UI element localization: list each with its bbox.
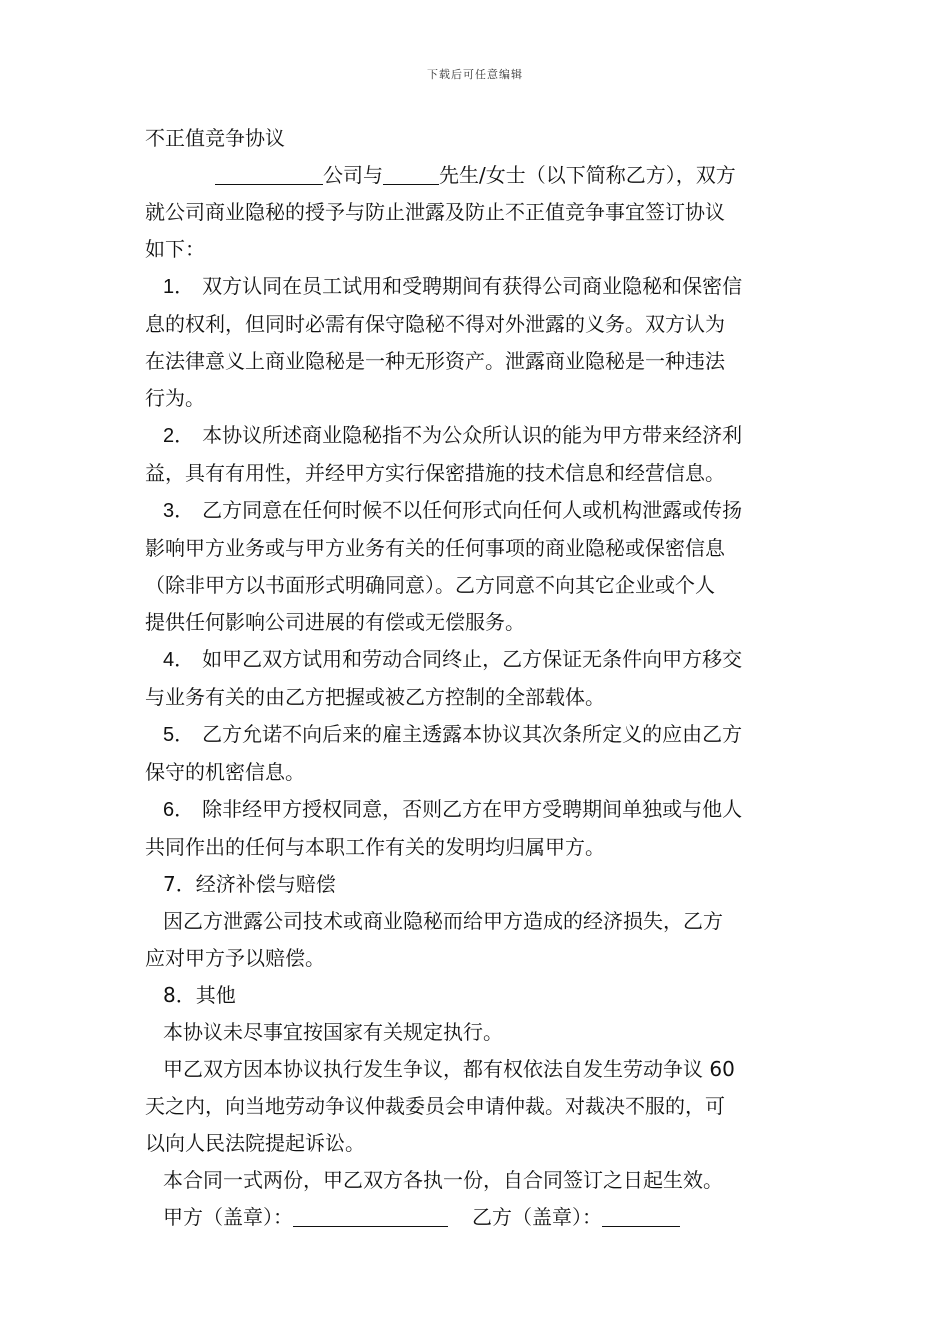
document-body bbox=[145, 120, 810, 1236]
clause-text: 乙方允诺不向后来的雇主透露本协议其次条所定义的应由乙方 bbox=[202, 722, 743, 746]
clause-text: （除非甲方以书面形式明确同意）。乙方同意不向其它企业或个人 bbox=[145, 573, 715, 597]
clause-first-line bbox=[145, 716, 810, 754]
clause-2 bbox=[145, 417, 810, 492]
clause-text: 除非经甲方授权同意，否则乙方在甲方受聘期间单独或与他人 bbox=[202, 797, 743, 821]
clause-first-line bbox=[145, 492, 810, 530]
section-text: 本合同一式两份，甲乙双方各执一份，自合同签订之日起生效。 bbox=[163, 1168, 723, 1192]
clause-first-line bbox=[145, 268, 810, 306]
clause-text: 本协议所述商业隐秘指不为公众所认识的能为甲方带来经济利 bbox=[202, 423, 743, 447]
party-a-seal-blank bbox=[293, 1202, 448, 1227]
section-text: 应对甲方予以赔偿。 bbox=[145, 946, 325, 970]
clause-text: 保守的机密信息。 bbox=[145, 760, 305, 784]
clause-text: 共同作出的任何与本职工作有关的发明均归属甲方。 bbox=[145, 835, 605, 859]
section-7 bbox=[145, 866, 810, 977]
clause-first-line bbox=[145, 641, 810, 679]
clause-4 bbox=[145, 641, 810, 716]
clause-text: 双方认同在员工试用和受聘期间有获得公司商业隐秘和保密信 bbox=[202, 274, 743, 298]
clause-first-line bbox=[145, 791, 810, 829]
party-b-label: 乙方（盖章）： bbox=[472, 1205, 602, 1229]
section-8 bbox=[145, 977, 810, 1199]
intro-line-3: 如下： bbox=[145, 237, 205, 261]
section-text: 天之内，向当地劳动争议仲裁委员会申请仲裁。对裁决不服的，可 bbox=[145, 1094, 725, 1118]
clause-text: 乙方同意在任何时候不以任何形式向任何人或机构泄露或传扬 bbox=[202, 498, 743, 522]
clause-number: 3． bbox=[163, 500, 195, 522]
intro-line-2: 就公司商业隐秘的授予与防止泄露及防止不正值竞争事宜签订协议 bbox=[145, 200, 725, 224]
clause-1 bbox=[145, 268, 810, 417]
clause-text: 行为。 bbox=[145, 386, 205, 410]
clause-5 bbox=[145, 716, 810, 791]
clause-text: 与业务有关的由乙方把握或被乙方控制的全部载体。 bbox=[145, 685, 605, 709]
clause-6 bbox=[145, 791, 810, 866]
clause-text: 息的权利，但同时必需有保守隐秘不得对外泄露的义务。双方认为 bbox=[145, 312, 725, 336]
section-text: 因乙方泄露公司技术或商业隐秘而给甲方造成的经济损失，乙方 bbox=[163, 909, 723, 933]
intro-text-party: 先生/女士（以下简称乙方），双方 bbox=[439, 163, 736, 187]
clause-3 bbox=[145, 492, 810, 641]
section-text: 本协议未尽事宜按国家有关规定执行。 bbox=[163, 1020, 503, 1044]
section-text: 甲乙双方因本协议执行发生争议，都有权依法自发生劳动争议 60 bbox=[163, 1057, 735, 1081]
clause-first-line bbox=[145, 417, 810, 455]
intro-text-company: 公司与 bbox=[323, 163, 383, 187]
clause-number: 1． bbox=[163, 276, 195, 298]
clause-text: 在法律意义上商业隐秘是一种无形资产。泄露商业隐秘是一种违法 bbox=[145, 349, 725, 373]
clause-number: 5． bbox=[163, 724, 195, 746]
intro-line-1 bbox=[145, 157, 810, 194]
employee-name-blank bbox=[383, 160, 439, 185]
section-text: 以向人民法院提起诉讼。 bbox=[145, 1131, 365, 1155]
document-title: 不正值竞争协议 bbox=[145, 126, 285, 150]
clause-number: 6． bbox=[163, 799, 195, 821]
clause-number: 2． bbox=[163, 425, 195, 447]
clause-text: 如甲乙双方试用和劳动合同终止，乙方保证无条件向甲方移交 bbox=[202, 647, 743, 671]
party-b-seal-blank bbox=[602, 1202, 680, 1227]
page-header: 下载后可任意编辑 bbox=[427, 68, 523, 81]
signature-line bbox=[145, 1199, 810, 1236]
section-heading: 7．经济补偿与赔偿 bbox=[163, 872, 336, 896]
clause-text: 益，具有有用性，并经甲方实行保密措施的技术信息和经营信息。 bbox=[145, 461, 725, 485]
clause-text: 提供任何影响公司进展的有偿或无偿服务。 bbox=[145, 610, 525, 634]
party-a-label: 甲方（盖章）： bbox=[163, 1205, 293, 1229]
clause-number: 4． bbox=[163, 649, 195, 671]
clause-text: 影响甲方业务或与甲方业务有关的任何事项的商业隐秘或保密信息 bbox=[145, 536, 725, 560]
company-name-blank bbox=[215, 160, 323, 185]
section-heading: 8．其他 bbox=[163, 983, 236, 1007]
